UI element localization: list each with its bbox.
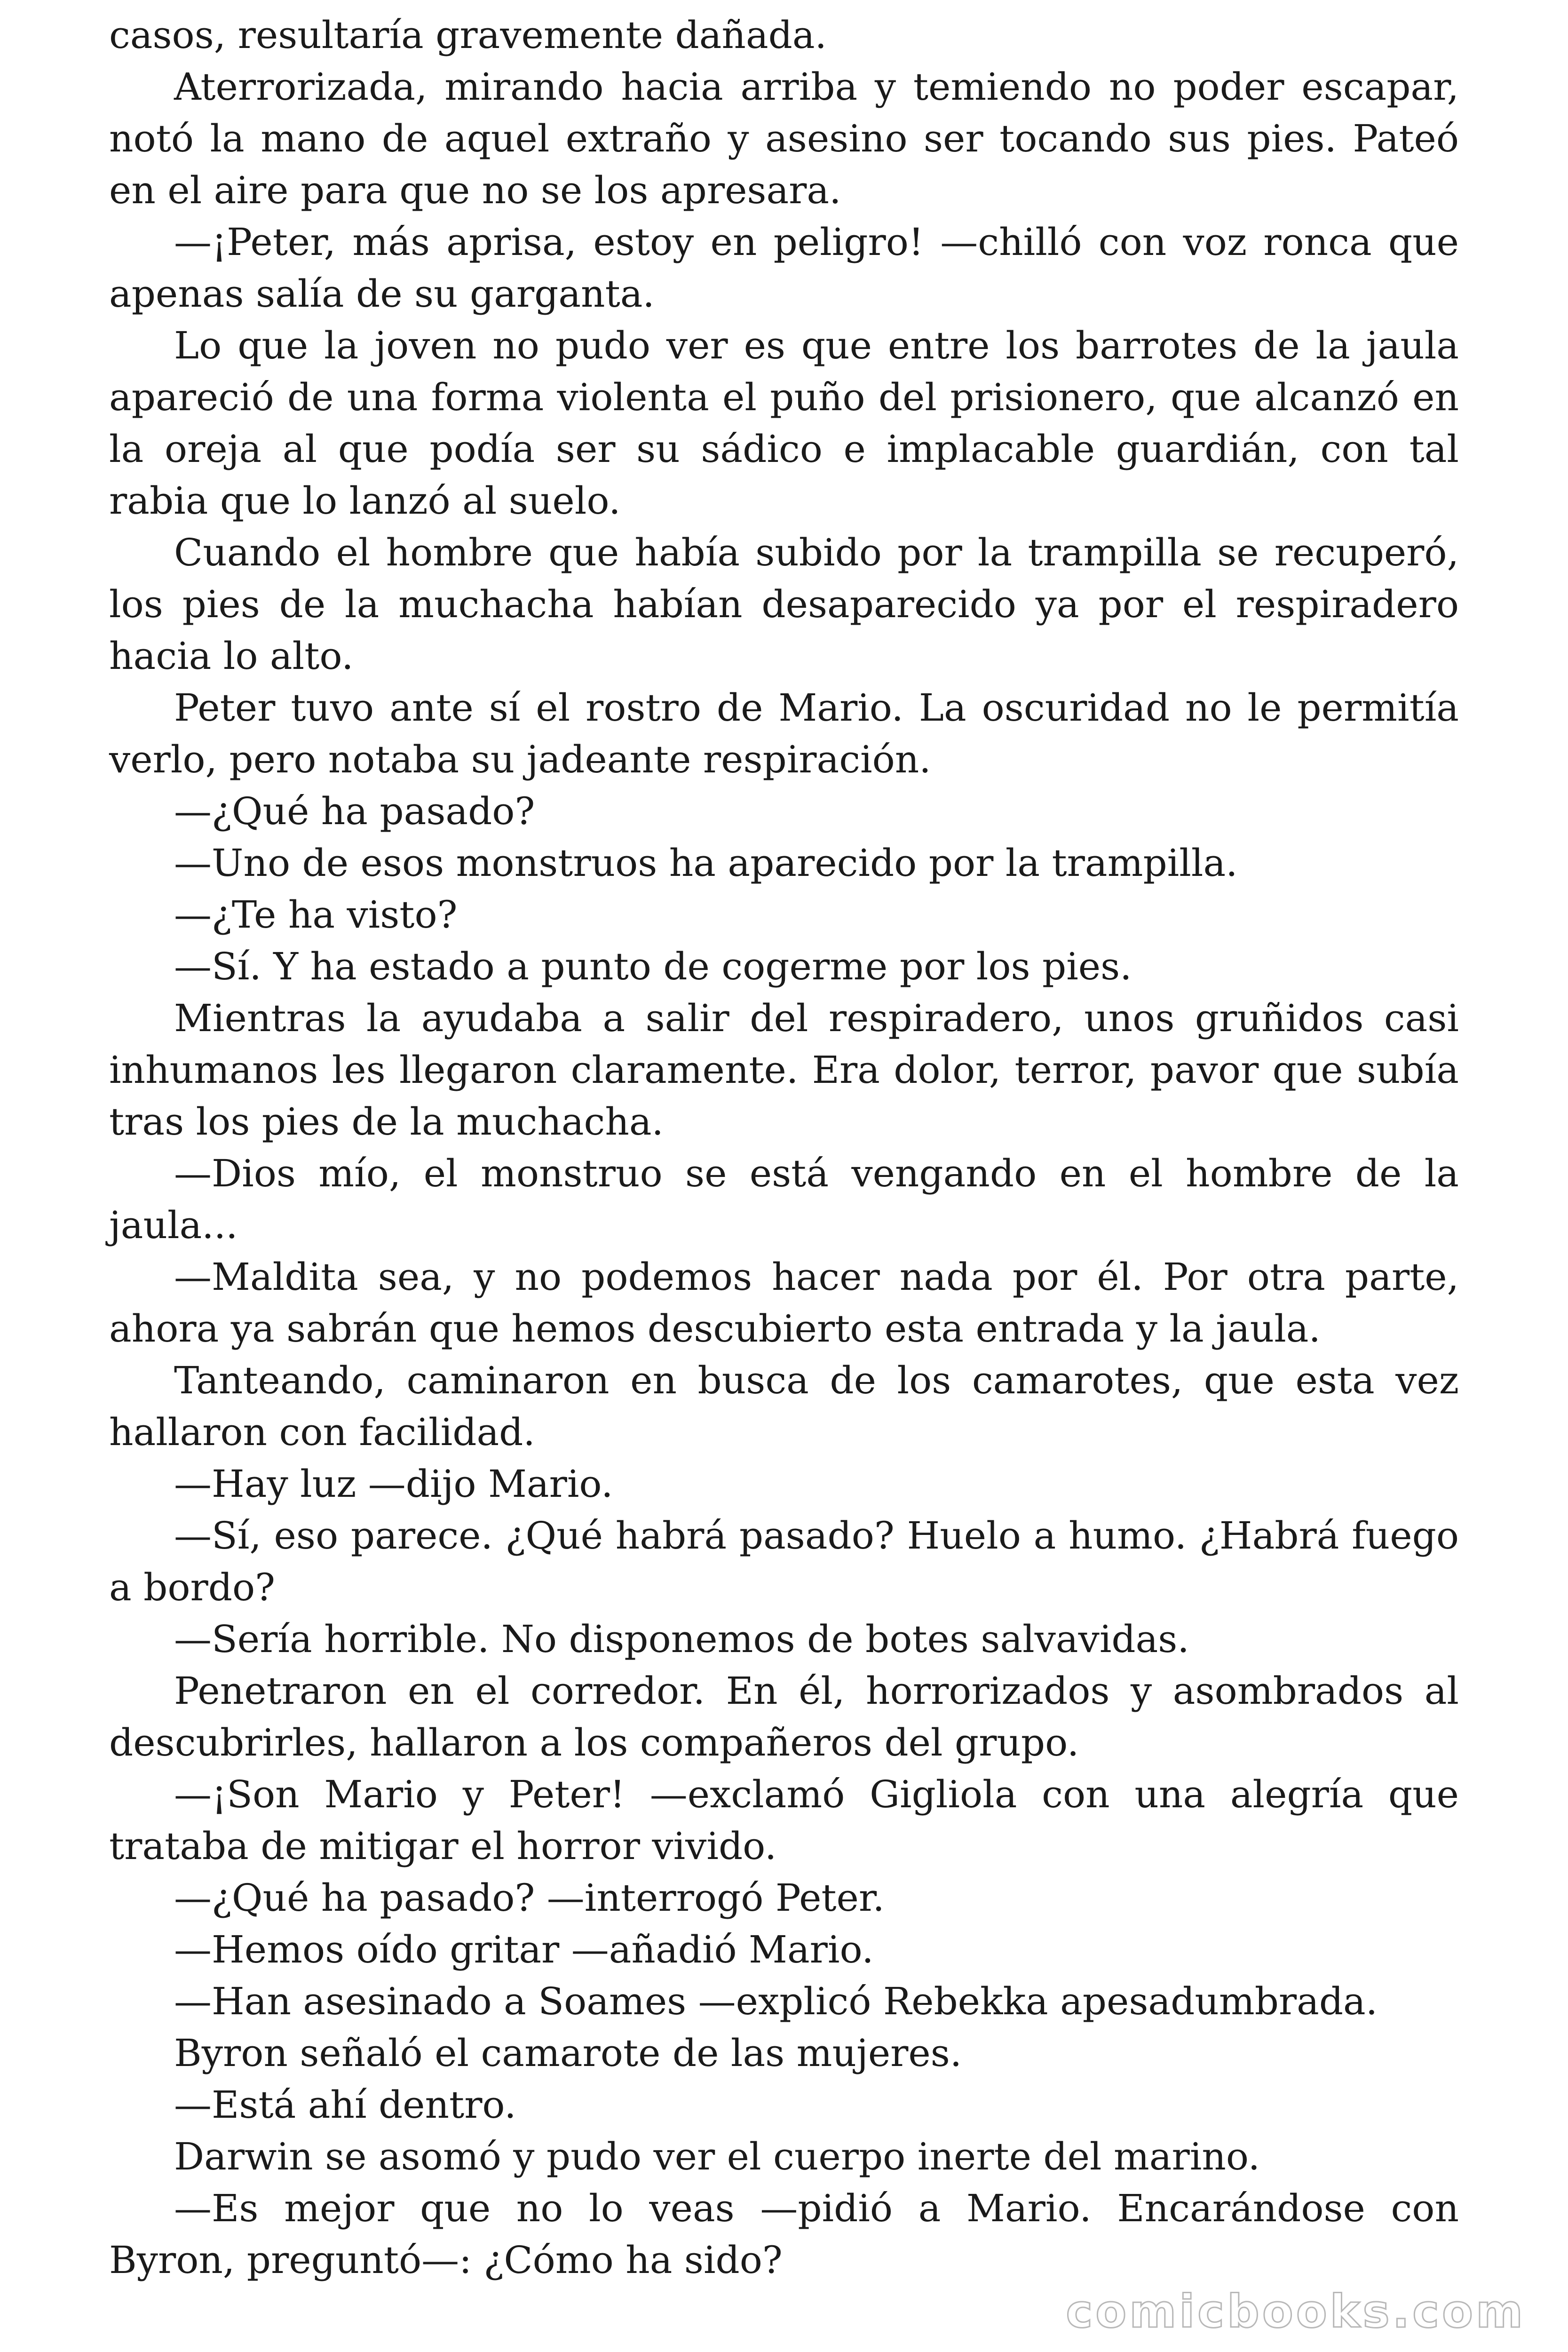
paragraph: Tanteando, caminaron en busca de los camarotes, que esta vez hallaron con facilidad. xyxy=(109,1359,1459,1454)
paragraph: Byron señaló el camarote de las mujeres. xyxy=(174,2031,962,2075)
paragraph: Peter tuvo ante sí el rostro de Mario. La oscuridad no le permitía verlo, pero notaba su jadeante respiración. xyxy=(109,686,1459,781)
paragraph: Cuando el hombre que había subido por la trampilla se recuperó, los pies de la muchacha habían desaparecido ya por el respiradero hacia lo alto. xyxy=(109,531,1459,678)
dialogue-line: —Maldita sea, y no podemos hacer nada por él. Por otra parte, ahora ya sabrán que hemos descubierto esta entrada y la jaula. xyxy=(109,1255,1459,1351)
paragraph: Darwin se asomó y pudo ver el cuerpo inerte del marino. xyxy=(174,2135,1260,2178)
dialogue-line: —¿Qué ha pasado? —interrogó Peter. xyxy=(174,1876,885,1920)
dialogue-line: —Dios mío, el monstruo se está vengando en el hombre de la jaula... xyxy=(109,1152,1459,1247)
dialogue-line: —¡Son Mario y Peter! —exclamó Gigliola con una alegría que trataba de mitigar el horror vivido. xyxy=(109,1772,1459,1868)
paragraph: Mientras la ayudaba a salir del respiradero, unos gruñidos casi inhumanos les llegaron claramente. Era dolor, terror, pavor que subía tras los pies de la muchacha. xyxy=(109,996,1459,1144)
dialogue-line: —Sí. Y ha estado a punto de cogerme por los pies. xyxy=(174,945,1132,988)
dialogue-line: —Está ahí dentro. xyxy=(174,2083,516,2127)
dialogue-line: —¿Qué ha pasado? xyxy=(174,789,535,833)
dialogue-line: —Uno de esos monstruos ha aparecido por la trampilla. xyxy=(174,841,1238,885)
dialogue-line: —¡Peter, más aprisa, estoy en peligro! —chilló con voz ronca que apenas salía de su garganta. xyxy=(109,220,1459,316)
dialogue-line: —Hemos oído gritar —añadió Mario. xyxy=(174,1928,874,1971)
dialogue-line: —Hay luz —dijo Mario. xyxy=(174,1462,613,1506)
paragraph: Penetraron en el corredor. En él, horrorizados y asombrados al descubrirles, hallaron a los compañeros del grupo. xyxy=(109,1669,1459,1764)
paragraph-continuation: casos, resultaría gravemente dañada. xyxy=(109,13,827,57)
dialogue-line: —Sería horrible. No disponemos de botes salvavidas. xyxy=(174,1617,1189,1661)
paragraph: Aterrorizada, mirando hacia arriba y temiendo no poder escapar, notó la mano de aquel extraño y asesino ser tocando sus pies. Pateó en el aire para que no se los apresara. xyxy=(109,65,1459,212)
paragraph: Lo que la joven no pudo ver es que entre los barrotes de la jaula apareció de una forma violenta el puño del prisionero, que alcanzó en la oreja al que podía ser su sádico e implacable guardián, con tal rabia que lo lanzó al suelo. xyxy=(109,324,1459,523)
book-page-body xyxy=(109,9,1459,2286)
dialogue-line: —Han asesinado a Soames —explicó Rebekka apesadumbrada. xyxy=(174,1979,1378,2023)
dialogue-line: —¿Te ha visto? xyxy=(174,893,458,937)
watermark-logo: comicbooks.com xyxy=(1066,2285,1526,2338)
dialogue-line: —Es mejor que no lo veas —pidió a Mario. Encarándose con Byron, preguntó—: ¿Cómo ha sido? xyxy=(109,2186,1459,2282)
dialogue-line: —Sí, eso parece. ¿Qué habrá pasado? Huelo a humo. ¿Habrá fuego a bordo? xyxy=(109,1514,1459,1609)
